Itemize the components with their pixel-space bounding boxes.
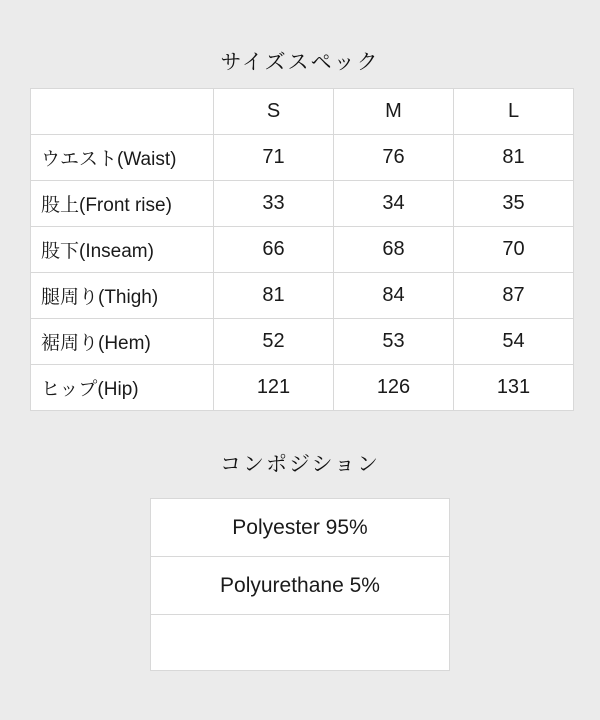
table-row <box>151 615 450 671</box>
cell-thigh-m: 84 <box>334 273 454 319</box>
table-header-size-m: M <box>334 89 454 135</box>
composition-title: コンポジション <box>219 453 381 476</box>
cell-hem-l: 54 <box>454 319 574 365</box>
cell-hip-l: 131 <box>454 365 574 411</box>
row-label-inseam: 股下(Inseam) <box>31 227 214 273</box>
cell-inseam-m: 68 <box>334 227 454 273</box>
table-row <box>31 365 574 411</box>
table-header-row <box>31 89 574 135</box>
cell-inseam-l: 70 <box>454 227 574 273</box>
composition-polyurethane: Polyurethane 5% <box>151 557 450 615</box>
cell-thigh-s: 81 <box>214 273 334 319</box>
cell-hip-s: 121 <box>214 365 334 411</box>
cell-hip-m: 126 <box>334 365 454 411</box>
cell-front-rise-l: 35 <box>454 181 574 227</box>
row-label-front-rise: 股上(Front rise) <box>31 181 214 227</box>
size-spec-table <box>30 88 574 411</box>
row-label-waist: ウエスト(Waist) <box>31 135 214 181</box>
cell-front-rise-s: 33 <box>214 181 334 227</box>
table-row <box>31 227 574 273</box>
table-row <box>31 319 574 365</box>
cell-front-rise-m: 34 <box>334 181 454 227</box>
cell-waist-m: 76 <box>334 135 454 181</box>
size-spec-title: サイズスペック <box>220 51 380 74</box>
cell-waist-l: 81 <box>454 135 574 181</box>
composition-polyester: Polyester 95% <box>151 499 450 557</box>
table-row <box>31 273 574 319</box>
cell-waist-s: 71 <box>214 135 334 181</box>
cell-inseam-s: 66 <box>214 227 334 273</box>
composition-table <box>150 498 450 671</box>
table-row <box>31 135 574 181</box>
table-row <box>151 557 450 615</box>
row-label-hip: ヒップ(Hip) <box>31 365 214 411</box>
table-row <box>31 181 574 227</box>
row-label-hem: 裾周り(Hem) <box>31 319 214 365</box>
table-row <box>151 499 450 557</box>
size-spec-table-header <box>31 89 574 135</box>
table-header-size-s: S <box>214 89 334 135</box>
composition-empty-row <box>151 615 450 671</box>
cell-hem-m: 53 <box>334 319 454 365</box>
table-header-corner <box>31 89 214 135</box>
composition-table-body <box>151 499 450 671</box>
table-header-size-l: L <box>454 89 574 135</box>
cell-thigh-l: 87 <box>454 273 574 319</box>
cell-hem-s: 52 <box>214 319 334 365</box>
size-spec-table-body <box>31 135 574 411</box>
row-label-thigh: 腿周り(Thigh) <box>31 273 214 319</box>
